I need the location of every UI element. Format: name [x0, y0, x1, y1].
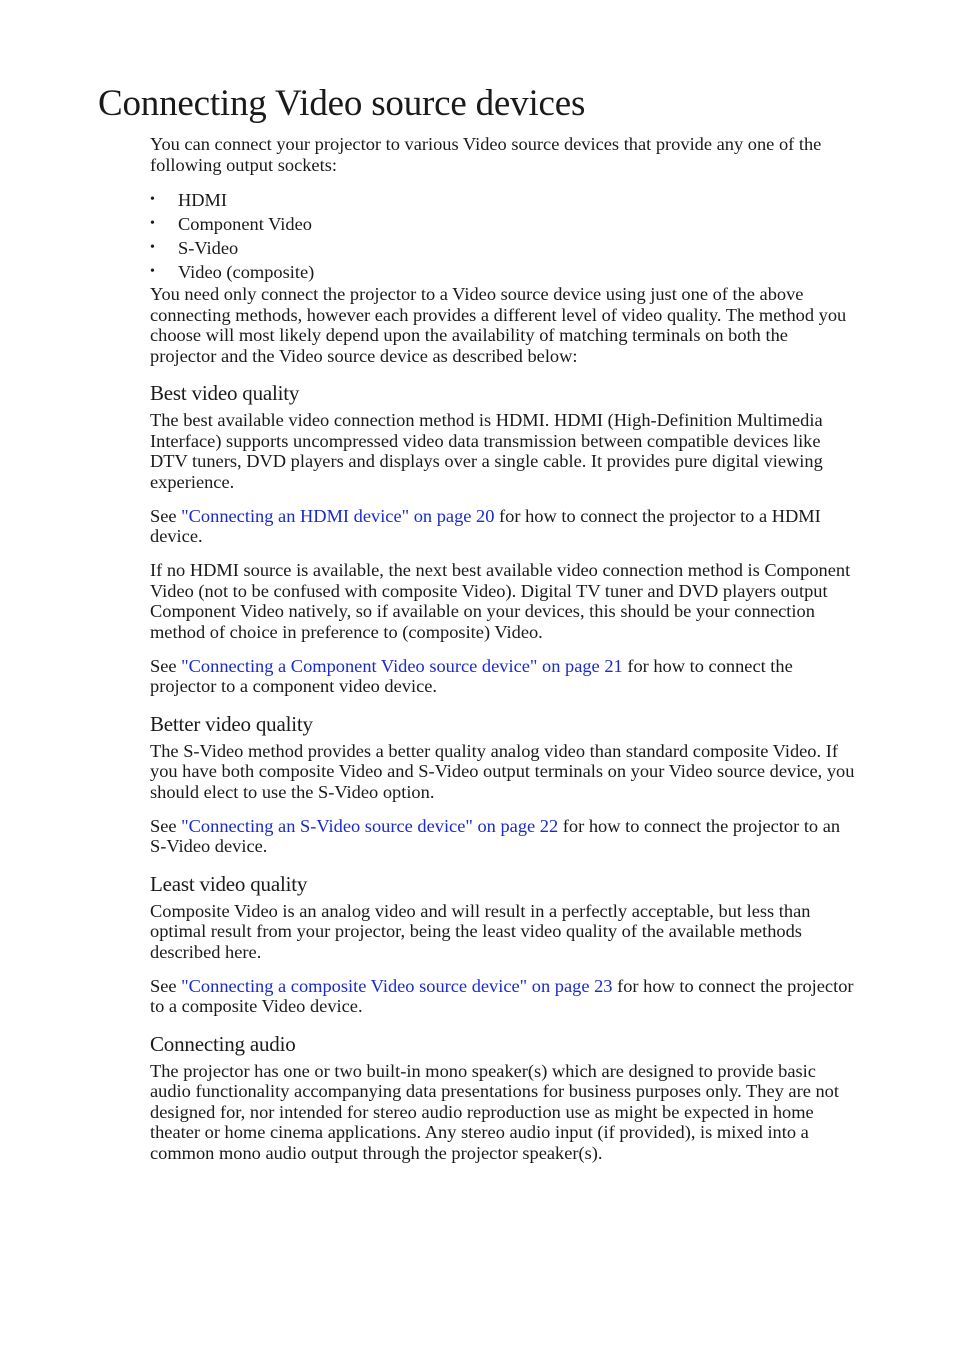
- list-item-label: Component Video: [178, 214, 312, 234]
- content-body: [150, 134, 858, 1163]
- audio-paragraph: The projector has one or two built-in mono speaker(s) which are designed to provide basic audio functionality accompanying data presentations for business purposes only. They are not designed for, nor intended for stereo audio reproduction use as might be expected in home theater or home cinema applications. Any stereo audio input (if provided), is mixed into a common mono audio output through the projector speaker(s).: [150, 1060, 839, 1163]
- intro-paragraph: You can connect your projector to various Video source devices that provide any one of the following output sockets:: [150, 134, 822, 175]
- see-text: See: [150, 505, 182, 526]
- bullet-icon: •: [150, 192, 155, 207]
- least-paragraph: Composite Video is an analog video and will result in a perfectly acceptable, but less than optimal result from your projector, being the least video quality of the available methods described here.: [150, 900, 811, 962]
- hdmi-reference: [150, 506, 858, 547]
- section-heading-better: Better video quality: [150, 711, 313, 736]
- better-paragraph: The S-Video method provides a better quality analog video than standard composite Video. If you have both composite Video and S-Video output terminals on your Video source device, you should elect to use the S-Video option.: [150, 740, 855, 802]
- list-item: [150, 260, 858, 284]
- svideo-reference: [150, 816, 858, 857]
- list-item: [150, 212, 858, 236]
- see-text: See: [150, 815, 182, 836]
- reference-text: for how to connect the projector to a HDMI device.: [150, 505, 821, 546]
- reference-text: for how to connect the projector to a component video device.: [150, 655, 793, 696]
- best-paragraph: The best available video connection method is HDMI. HDMI (High-Definition Multimedia Interface) supports uncompressed video data transmission between compatible devices like DTV tuners, DVD players and displays over a single cable. It provides pure digital viewing experience.: [150, 410, 823, 492]
- section-heading-audio: Connecting audio: [150, 1031, 296, 1056]
- see-text: See: [150, 655, 182, 676]
- composite-reference: [150, 976, 858, 1017]
- method-paragraph: You need only connect the projector to a Video source device using just one of the above connecting methods, however each provides a different level of video quality. The method you choose will most likely depend upon the availability of matching terminals on both the projector and the Video source device as described below:: [150, 284, 847, 366]
- bullet-icon: •: [150, 216, 155, 231]
- list-item-label: HDMI: [178, 190, 228, 210]
- bullet-icon: •: [150, 264, 155, 279]
- list-item-label: Video (composite): [178, 262, 315, 282]
- page-title: Connecting Video source devices: [98, 83, 586, 124]
- component-paragraph: If no HDMI source is available, the next best available video connection method is Component Video (not to be confused with composite Video). Digital TV tuner and DVD players output Component Video natively, so if available on your devices, this should be your connection method of choice in preference to (composite) Video.: [150, 560, 851, 642]
- see-text: See: [150, 975, 182, 996]
- component-reference: [150, 656, 858, 697]
- output-socket-list: [150, 188, 858, 284]
- section-heading-best: Best video quality: [150, 381, 300, 405]
- hdmi-device-link[interactable]: "Connecting an HDMI device" on page 20: [181, 505, 495, 526]
- bullet-icon: •: [150, 240, 155, 255]
- list-item-label: S-Video: [178, 238, 239, 258]
- reference-text: for how to connect the projector to a composite Video device.: [150, 975, 854, 1016]
- component-video-link[interactable]: "Connecting a Component Video source device" on page 21: [181, 655, 623, 676]
- composite-video-link[interactable]: "Connecting a composite Video source device" on page 23: [181, 975, 613, 996]
- list-item: [150, 236, 858, 260]
- reference-text: for how to connect the projector to an S-Video device.: [150, 815, 841, 856]
- section-heading-least: Least video quality: [150, 871, 308, 896]
- svideo-device-link[interactable]: "Connecting an S-Video source device" on page 22: [181, 815, 559, 836]
- list-item: [150, 188, 858, 212]
